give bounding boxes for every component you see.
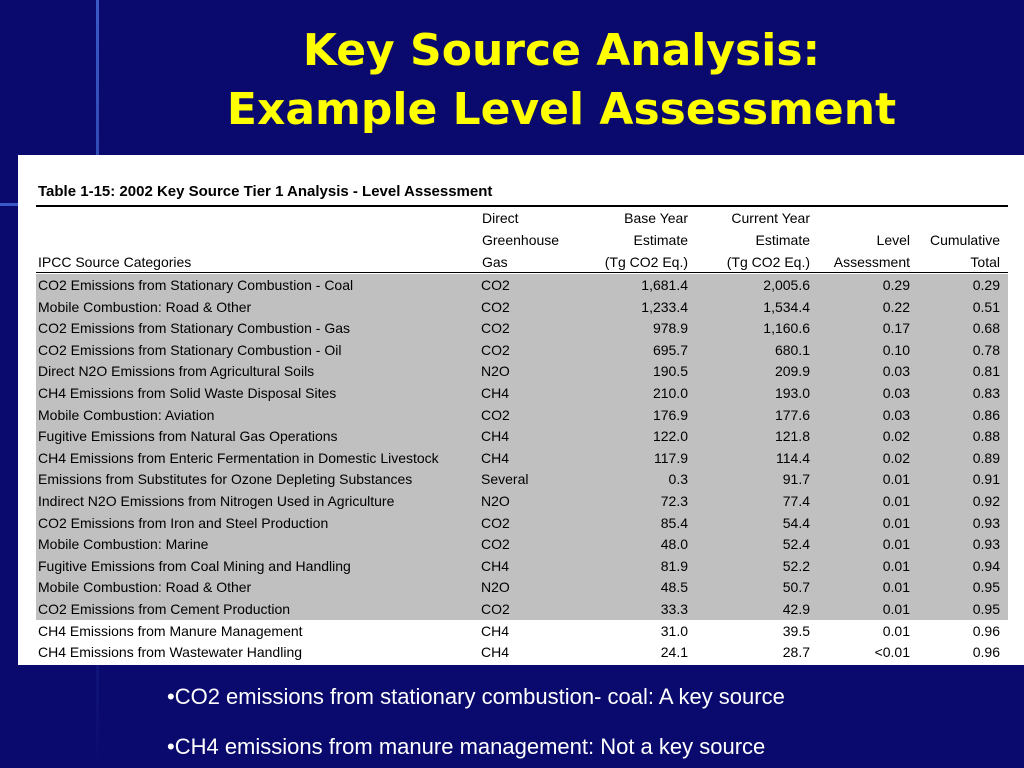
header-current-line-1: Current Year [731,210,810,226]
row-level-assessment: 0.03 [882,406,910,423]
table-row [36,448,1008,470]
row-level-assessment: 0.01 [882,471,910,488]
row-gas: CH4 [481,557,510,574]
row-current-estimate: 52.4 [782,536,810,553]
row-cumulative-total: 0.96 [972,644,1000,661]
row-base-estimate: 48.0 [660,536,688,553]
row-current-estimate: 39.5 [782,622,810,639]
row-gas: Several [481,471,529,488]
header-level-line-1: Level [876,232,910,248]
row-gas: CH4 [481,428,510,445]
row-cumulative-total: 0.81 [972,363,1000,380]
table-row [36,426,1008,448]
row-base-estimate: 85.4 [660,514,688,531]
table-row [36,275,1008,297]
table-row [36,383,1008,405]
table-row [36,340,1008,362]
row-gas: CO2 [481,298,510,315]
header-cumulative-line-2: Total [970,254,1000,270]
row-current-estimate: 42.9 [782,601,810,617]
table-title: Table 1-15: 2002 Key Source Tier 1 Analysis - Level Assessment [38,183,493,200]
row-category: CO2 Emissions from Stationary Combustion - Oil [38,341,342,358]
row-current-estimate: 114.4 [776,449,810,466]
table-row [36,599,1008,621]
row-category: Indirect N2O Emissions from Nitrogen Used in Agriculture [38,493,395,509]
row-gas: CH4 [481,644,510,661]
row-cumulative-total: 0.29 [972,277,1000,293]
row-gas: CO2 [481,536,510,553]
row-level-assessment: 0.03 [882,385,910,401]
row-current-estimate: 54.4 [782,514,810,531]
row-current-estimate: 52.2 [782,557,810,574]
row-level-assessment: 0.29 [882,277,910,293]
table-row [36,318,1008,340]
row-current-estimate: 680.1 [774,341,810,358]
bullet-key-source: •CO2 emissions from stationary combustion- coal: A key source [167,684,785,709]
row-cumulative-total: 0.95 [972,601,1000,617]
row-current-estimate: 1,534.4 [763,298,810,315]
row-category: Mobile Combustion: Road & Other [38,579,252,596]
row-category: Emissions from Substitutes for Ozone Depleting Substances [38,471,413,488]
row-category: Mobile Combustion: Road & Other [38,298,252,315]
row-gas: CO2 [481,320,510,337]
row-gas: N2O [481,363,510,380]
row-cumulative-total: 0.93 [972,536,1000,553]
table-row [36,577,1008,599]
row-current-estimate: 177.6 [774,406,810,423]
row-category: CO2 Emissions from Stationary Combustion - Coal [38,277,354,293]
row-level-assessment: 0.02 [882,428,910,445]
row-cumulative-total: 0.92 [972,493,1000,509]
row-gas: CO2 [481,277,510,293]
row-cumulative-total: 0.91 [972,471,1000,488]
table-row [36,534,1008,556]
row-cumulative-total: 0.89 [972,449,1000,466]
row-current-estimate: 28.7 [782,644,810,661]
header-base-line-3: (Tg CO2 Eq.) [604,254,688,270]
row-base-estimate: 695.7 [652,341,688,358]
header-current-line-3: (Tg CO2 Eq.) [726,254,810,270]
table-row [36,556,1008,578]
row-base-estimate: 72.3 [660,493,688,509]
table-row [36,642,1008,664]
row-base-estimate: 117.9 [654,449,688,466]
row-cumulative-total: 0.96 [972,622,1000,639]
row-cumulative-total: 0.94 [972,557,1000,574]
row-current-estimate: 2,005.6 [763,277,810,293]
row-level-assessment: 0.10 [882,341,910,358]
row-base-estimate: 1,681.4 [641,277,688,293]
row-cumulative-total: 0.78 [972,341,1000,358]
row-level-assessment: 0.01 [882,536,910,553]
row-gas: CH4 [481,449,510,466]
header-base-line-1: Base Year [624,210,688,226]
row-cumulative-total: 0.51 [972,298,1000,315]
row-cumulative-total: 0.68 [972,320,1000,337]
row-current-estimate: 209.9 [774,363,810,380]
table-row [36,469,1008,491]
bullet-not-key-source: •CH4 emissions from manure management: Not a key source [167,734,766,759]
header-level-line-2: Assessment [833,254,910,270]
row-current-estimate: 91.7 [782,471,810,488]
row-category: CO2 Emissions from Stationary Combustion - Gas [38,320,350,337]
row-current-estimate: 77.4 [782,493,810,509]
row-level-assessment: 0.02 [882,449,910,466]
row-base-estimate: 210.0 [652,385,688,401]
row-gas: CH4 [481,385,510,401]
slide-title-line-2: Example Level Assessment [226,84,897,135]
table-row [36,405,1008,427]
slide-title-line-1: Key Source Analysis: [302,25,821,76]
row-category: CO2 Emissions from Cement Production [38,601,291,617]
row-gas: CO2 [481,341,510,358]
row-cumulative-total: 0.93 [972,514,1000,531]
row-category: CH4 Emissions from Manure Management [38,622,303,639]
row-level-assessment: <0.01 [874,644,910,661]
header-base-line-2: Estimate [633,232,688,248]
row-base-estimate: 33.3 [660,601,688,617]
row-gas: CO2 [481,406,510,423]
row-category: Direct N2O Emissions from Agricultural Soils [38,363,315,380]
row-category: Fugitive Emissions from Natural Gas Operations [38,428,338,445]
row-level-assessment: 0.22 [882,298,910,315]
row-level-assessment: 0.01 [882,601,910,617]
row-base-estimate: 0.3 [668,471,688,488]
header-current-line-2: Estimate [755,232,810,248]
row-category: Mobile Combustion: Marine [38,536,209,553]
row-level-assessment: 0.01 [882,622,910,639]
header-category: IPCC Source Categories [38,254,192,270]
table-row [36,491,1008,513]
row-base-estimate: 31.0 [660,622,688,639]
row-category: CH4 Emissions from Solid Waste Disposal Sites [38,385,337,401]
row-category: CH4 Emissions from Wastewater Handling [38,644,303,661]
row-gas: N2O [481,579,510,596]
row-level-assessment: 0.01 [882,557,910,574]
row-category: Mobile Combustion: Aviation [38,406,215,423]
row-level-assessment: 0.01 [882,514,910,531]
header-gas-line-1: Direct [482,210,519,226]
row-base-estimate: 190.5 [652,363,688,380]
header-cumulative-line-1: Cumulative [929,232,1000,248]
table-row [36,297,1008,319]
row-category: CO2 Emissions from Iron and Steel Production [38,514,329,531]
row-gas: CO2 [481,514,510,531]
row-base-estimate: 176.9 [652,406,688,423]
row-level-assessment: 0.17 [882,320,910,337]
row-level-assessment: 0.01 [882,579,910,596]
row-base-estimate: 24.1 [660,644,688,661]
row-cumulative-total: 0.83 [972,385,1000,401]
table-header-rule [36,272,1008,273]
row-base-estimate: 81.9 [660,557,688,574]
row-base-estimate: 978.9 [652,320,688,337]
row-category: CH4 Emissions from Enteric Fermentation in Domestic Livestock [38,449,439,466]
header-gas-line-3: Gas [482,254,508,270]
table-row [36,621,1008,643]
row-gas: N2O [481,493,510,509]
row-current-estimate: 193.0 [774,385,810,401]
row-cumulative-total: 0.95 [972,579,1000,596]
row-base-estimate: 1,233.4 [641,298,688,315]
row-level-assessment: 0.03 [882,363,910,380]
row-current-estimate: 50.7 [782,579,810,596]
row-base-estimate: 122.0 [652,428,688,445]
table-row [36,361,1008,383]
table-row [36,513,1008,535]
row-current-estimate: 121.8 [774,428,810,445]
row-current-estimate: 1,160.6 [763,320,810,337]
row-cumulative-total: 0.88 [972,428,1000,445]
row-gas: CH4 [481,622,510,639]
header-gas-line-2: Greenhouse [482,232,560,248]
table-top-rule [36,205,1008,207]
row-base-estimate: 48.5 [660,579,688,596]
row-cumulative-total: 0.86 [972,406,1000,423]
row-category: Fugitive Emissions from Coal Mining and Handling [38,557,351,574]
row-level-assessment: 0.01 [882,493,910,509]
row-gas: CO2 [481,601,510,617]
